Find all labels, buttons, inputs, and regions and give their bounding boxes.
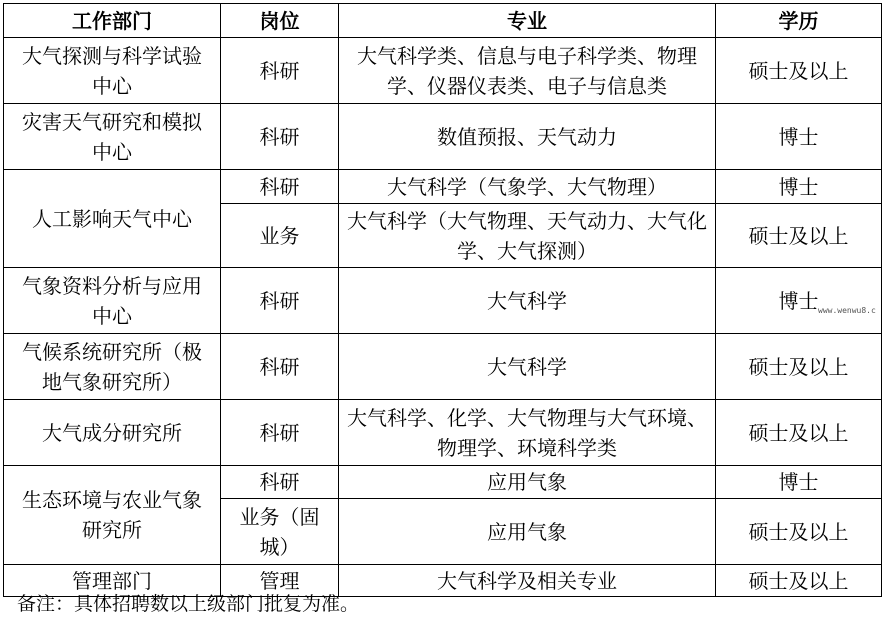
post-cell: 科研 bbox=[221, 268, 339, 334]
footnote: 备注：具体招聘数以上级部门批复为准。 bbox=[17, 593, 360, 615]
major-cell: 应用气象 bbox=[339, 499, 716, 565]
education-cell: 硕士及以上 bbox=[716, 38, 882, 104]
recruitment-table bbox=[3, 3, 882, 597]
education-cell: 博士 bbox=[716, 170, 882, 204]
education-cell: 硕士及以上 bbox=[716, 334, 882, 400]
post-cell: 科研 bbox=[221, 334, 339, 400]
major-cell: 大气科学 bbox=[339, 334, 716, 400]
dept-cell: 生态环境与农业气象研究所 bbox=[4, 466, 221, 565]
education-cell: 硕士及以上 bbox=[716, 204, 882, 268]
header-post: 岗位 bbox=[221, 4, 339, 38]
header-dept: 工作部门 bbox=[4, 4, 221, 38]
table-row bbox=[4, 38, 882, 104]
post-cell: 业务（固城） bbox=[221, 499, 339, 565]
table-row bbox=[4, 400, 882, 466]
education-cell: 博士 bbox=[716, 466, 882, 499]
major-cell: 数值预报、天气动力 bbox=[339, 104, 716, 170]
header-row bbox=[4, 4, 882, 38]
dept-cell: 气候系统研究所（极地气象研究所） bbox=[4, 334, 221, 400]
dept-cell: 灾害天气研究和模拟中心 bbox=[4, 104, 221, 170]
table-row bbox=[4, 170, 882, 204]
post-cell: 科研 bbox=[221, 400, 339, 466]
major-cell: 应用气象 bbox=[339, 466, 716, 499]
post-cell: 科研 bbox=[221, 38, 339, 104]
header-major: 专业 bbox=[339, 4, 716, 38]
table-row bbox=[4, 104, 882, 170]
table-row bbox=[4, 466, 882, 499]
education-cell: 硕士及以上 bbox=[716, 400, 882, 466]
table-row bbox=[4, 334, 882, 400]
major-cell: 大气科学 bbox=[339, 268, 716, 334]
major-cell: 大气科学（气象学、大气物理） bbox=[339, 170, 716, 204]
major-cell: 大气科学类、信息与电子科学类、物理学、仪器仪表类、电子与信息类 bbox=[339, 38, 716, 104]
post-cell: 科研 bbox=[221, 104, 339, 170]
major-cell: 大气科学（大气物理、天气动力、大气化学、大气探测） bbox=[339, 204, 716, 268]
education-cell: 博士 bbox=[716, 268, 882, 334]
post-cell: 管理 bbox=[221, 565, 339, 597]
dept-cell: 气象资料分析与应用中心 bbox=[4, 268, 221, 334]
major-cell: 大气科学及相关专业 bbox=[339, 565, 716, 597]
header-education: 学历 bbox=[716, 4, 882, 38]
education-cell: 硕士及以上 bbox=[716, 499, 882, 565]
post-cell: 科研 bbox=[221, 466, 339, 499]
dept-cell: 大气成分研究所 bbox=[4, 400, 221, 466]
watermark-text: www.wenwu8.c bbox=[818, 306, 876, 315]
education-cell: 硕士及以上 bbox=[716, 565, 882, 597]
post-cell: 业务 bbox=[221, 204, 339, 268]
education-cell: 博士 bbox=[716, 104, 882, 170]
dept-cell: 管理部门 bbox=[4, 565, 221, 597]
post-cell: 科研 bbox=[221, 170, 339, 204]
dept-cell: 大气探测与科学试验中心 bbox=[4, 38, 221, 104]
dept-cell: 人工影响天气中心 bbox=[4, 170, 221, 268]
table-row bbox=[4, 268, 882, 334]
major-cell: 大气科学、化学、大气物理与大气环境、物理学、环境科学类 bbox=[339, 400, 716, 466]
